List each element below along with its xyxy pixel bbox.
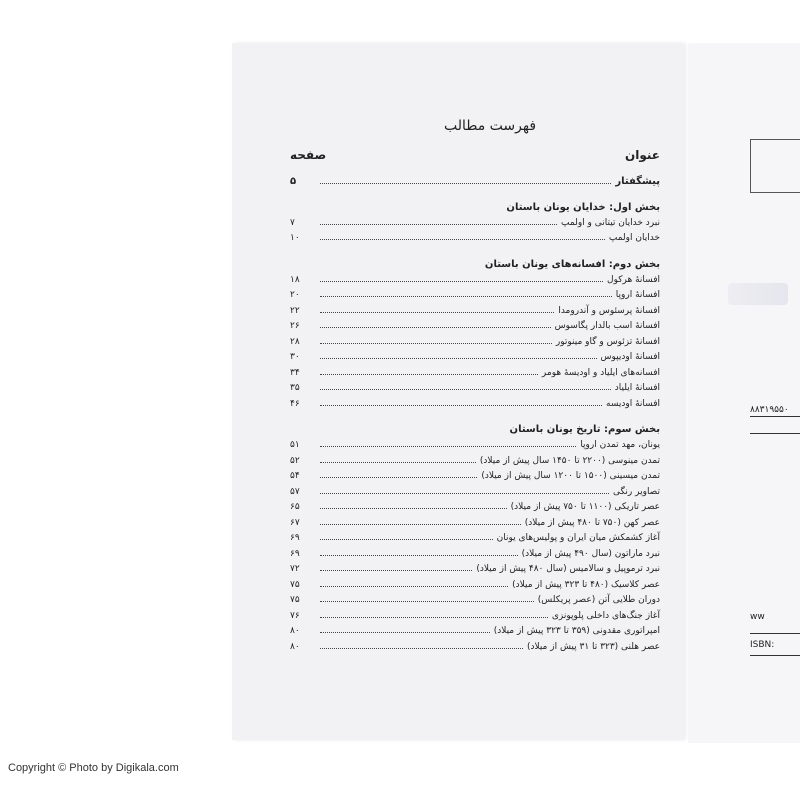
frame-box — [750, 139, 800, 193]
entry-page: ۸۰ — [290, 626, 300, 636]
entry-title: عصر تاریکی (۱۱۰۰ تا ۷۵۰ پیش از میلاد) — [510, 502, 660, 512]
entry-title: افسانهٔ ایلیاد — [614, 383, 660, 393]
entry-title: عصر کهن (۷۵۰ تا ۴۸۰ پیش از میلاد) — [524, 517, 660, 528]
entry-page: ۷۲ — [290, 564, 300, 574]
dot-leader — [320, 547, 518, 556]
toc-title: فهرست مطالب — [443, 118, 537, 134]
entry-title: نبرد ماراتون (سال ۴۹۰ پیش از میلاد) — [521, 548, 660, 559]
toc-entry[interactable] — [290, 578, 660, 594]
entry-page: ۵ — [290, 176, 297, 187]
entry-page: ۱۸ — [290, 274, 300, 285]
toc-entry[interactable] — [290, 366, 660, 382]
toc-entry[interactable] — [290, 397, 660, 413]
entry-title: آغاز جنگ‌های داخلی پلوپونزی — [551, 610, 660, 621]
toc-entry[interactable] — [290, 485, 660, 501]
toc-entry[interactable] — [290, 500, 660, 516]
dot-leader — [320, 288, 612, 297]
toc-entry[interactable] — [290, 335, 660, 351]
dot-leader — [320, 609, 548, 618]
dot-leader — [320, 366, 538, 375]
toc-header — [290, 148, 660, 162]
entry-page: ۳۴ — [290, 367, 300, 378]
entry-title: امپراتوری مقدونی (۳۵۹ تا ۳۲۳ پیش از میلاد) — [493, 626, 660, 636]
toc-entry[interactable] — [290, 438, 660, 454]
entry-page: ۷۵ — [290, 579, 300, 590]
entry-page: ۷۶ — [290, 610, 300, 621]
dot-leader — [320, 335, 552, 344]
toc-entry[interactable] — [290, 640, 660, 656]
entry-page: ۲۰ — [290, 290, 300, 300]
entry-page: ۲۶ — [290, 321, 300, 331]
entry-title: تمدن میسینی (۱۵۰۰ تا ۱۲۰۰ سال پیش از میلاد) — [481, 471, 660, 481]
dot-leader — [320, 593, 534, 602]
phone-number: ۸۸۳۱۹۵۵۰ — [750, 405, 789, 415]
header-title: عنوان — [625, 148, 660, 162]
entry-title: افسانهٔ هرکول — [607, 274, 660, 285]
dot-leader — [320, 350, 597, 359]
dot-leader — [320, 454, 476, 463]
toc-entry[interactable] — [290, 562, 660, 578]
entry-title: خدایان اولمپ — [608, 233, 660, 243]
dot-leader — [320, 624, 490, 633]
entry-page: ۶۷ — [290, 517, 300, 528]
toc-entry[interactable] — [290, 381, 660, 397]
dot-leader — [320, 562, 472, 571]
dot-leader — [320, 397, 602, 406]
entry-page: ۲۲ — [290, 305, 300, 316]
entry-page: ۳۵ — [290, 383, 300, 393]
dot-leader — [320, 438, 576, 447]
dot-leader — [320, 175, 611, 184]
toc-entry[interactable] — [290, 454, 660, 470]
toc-entry[interactable] — [290, 304, 660, 320]
section-heading: بخش اول: خدایان یونان باستان — [506, 201, 660, 213]
entry-title: آغاز کشمکش میان ایران و پولیس‌های یونان — [496, 533, 660, 543]
right-book-page — [688, 43, 800, 743]
entry-title: عصر هلنی (۳۲۳ تا ۳۱ پیش از میلاد) — [526, 641, 660, 652]
toc-entry[interactable] — [290, 516, 660, 532]
dot-leader — [320, 516, 521, 525]
entry-title: یونان، مهد تمدن اروپا — [580, 440, 660, 450]
divider — [750, 416, 800, 417]
entry-page: ۶۵ — [290, 502, 300, 512]
entry-title: نبرد ترموپیل و سالامیس (سال ۴۸۰ پیش از میلاد) — [476, 564, 660, 574]
entry-page: ۸۰ — [290, 641, 300, 652]
dot-leader — [320, 273, 603, 282]
divider — [750, 433, 800, 434]
dot-leader — [320, 485, 609, 494]
entry-title: عصر کلاسیک (۴۸۰ تا ۳۲۳ پیش از میلاد) — [512, 579, 660, 590]
divider — [750, 633, 800, 634]
dot-leader — [320, 578, 508, 587]
faded-logo — [728, 283, 788, 305]
dot-leader — [320, 381, 611, 390]
entry-title: پیشگفتار — [615, 176, 660, 187]
divider — [750, 655, 800, 656]
entry-page: ۵۱ — [290, 440, 300, 450]
entry-title: افسانه‌های ایلیاد و اودیسهٔ هومر — [541, 367, 660, 378]
entry-page: ۵۲ — [290, 455, 300, 466]
toc-entry[interactable] — [290, 319, 660, 335]
dot-leader — [320, 531, 493, 540]
entry-title: افسانهٔ پرسئوس و آندرومدا — [558, 305, 660, 316]
entry-page: ۲۸ — [290, 336, 300, 347]
entry-page: ۴۶ — [290, 398, 300, 409]
entry-title: افسانهٔ تزئوس و گاو مینوتور — [555, 336, 660, 347]
header-page: صفحه — [290, 148, 327, 162]
isbn-text: ISBN: — [750, 640, 775, 650]
dot-leader — [320, 231, 605, 240]
website-text: ww — [750, 612, 765, 622]
toc-entry[interactable] — [290, 288, 660, 304]
entry-title: دوران طلایی آتن (عصر پریکلس) — [537, 595, 660, 605]
entry-title: افسانهٔ اودیسه — [606, 398, 660, 409]
toc-entry[interactable] — [290, 593, 660, 609]
entry-page: ۱۰ — [290, 233, 300, 243]
toc-sections — [290, 200, 660, 656]
entry-title: نبرد خدایان تیتانی و اولمپ — [561, 217, 660, 228]
dot-leader — [320, 319, 551, 328]
entry-title: تمدن مینوسی (۲۲۰۰ تا ۱۴۵۰ سال پیش از میلاد) — [479, 455, 660, 466]
dot-leader — [320, 640, 523, 649]
entry-title: افسانهٔ اروپا — [615, 290, 660, 300]
entry-page: ۶۹ — [290, 548, 300, 559]
section-heading: بخش سوم: تاریخ یونان باستان — [509, 424, 660, 435]
entry-page: ۷ — [290, 217, 295, 228]
toc-entry[interactable] — [290, 216, 660, 232]
entry-title: افسانهٔ اسب بالدار پگاسوس — [554, 321, 660, 331]
entry-page: ۵۴ — [290, 471, 300, 481]
toc-entry[interactable] — [290, 531, 660, 547]
toc-entry[interactable] — [290, 231, 660, 247]
toc-entry[interactable] — [290, 609, 660, 625]
toc-entry[interactable] — [290, 624, 660, 640]
entry-title: افسانهٔ اودیپوس — [600, 352, 660, 362]
entry-page: ۷۵ — [290, 595, 300, 605]
toc-entry[interactable] — [290, 273, 660, 289]
entry-page: ۵۷ — [290, 486, 300, 497]
dot-leader — [320, 304, 554, 313]
table-of-contents — [290, 118, 660, 655]
toc-entry[interactable] — [290, 547, 660, 563]
toc-entry[interactable] — [290, 469, 660, 485]
toc-entry[interactable] — [290, 350, 660, 366]
section-heading: بخش دوم: افسانه‌های یونان باستان — [484, 258, 660, 270]
dot-leader — [320, 216, 557, 225]
entry-page: ۳۰ — [290, 352, 300, 362]
dot-leader — [320, 500, 507, 509]
copyright-text: Copyright © Photo by Digikala.com — [8, 762, 179, 774]
entry-page: ۶۹ — [290, 533, 300, 543]
toc-entry-preface[interactable] — [290, 174, 660, 190]
dot-leader — [320, 469, 477, 478]
entry-title: تصاویر رنگی — [612, 486, 660, 497]
